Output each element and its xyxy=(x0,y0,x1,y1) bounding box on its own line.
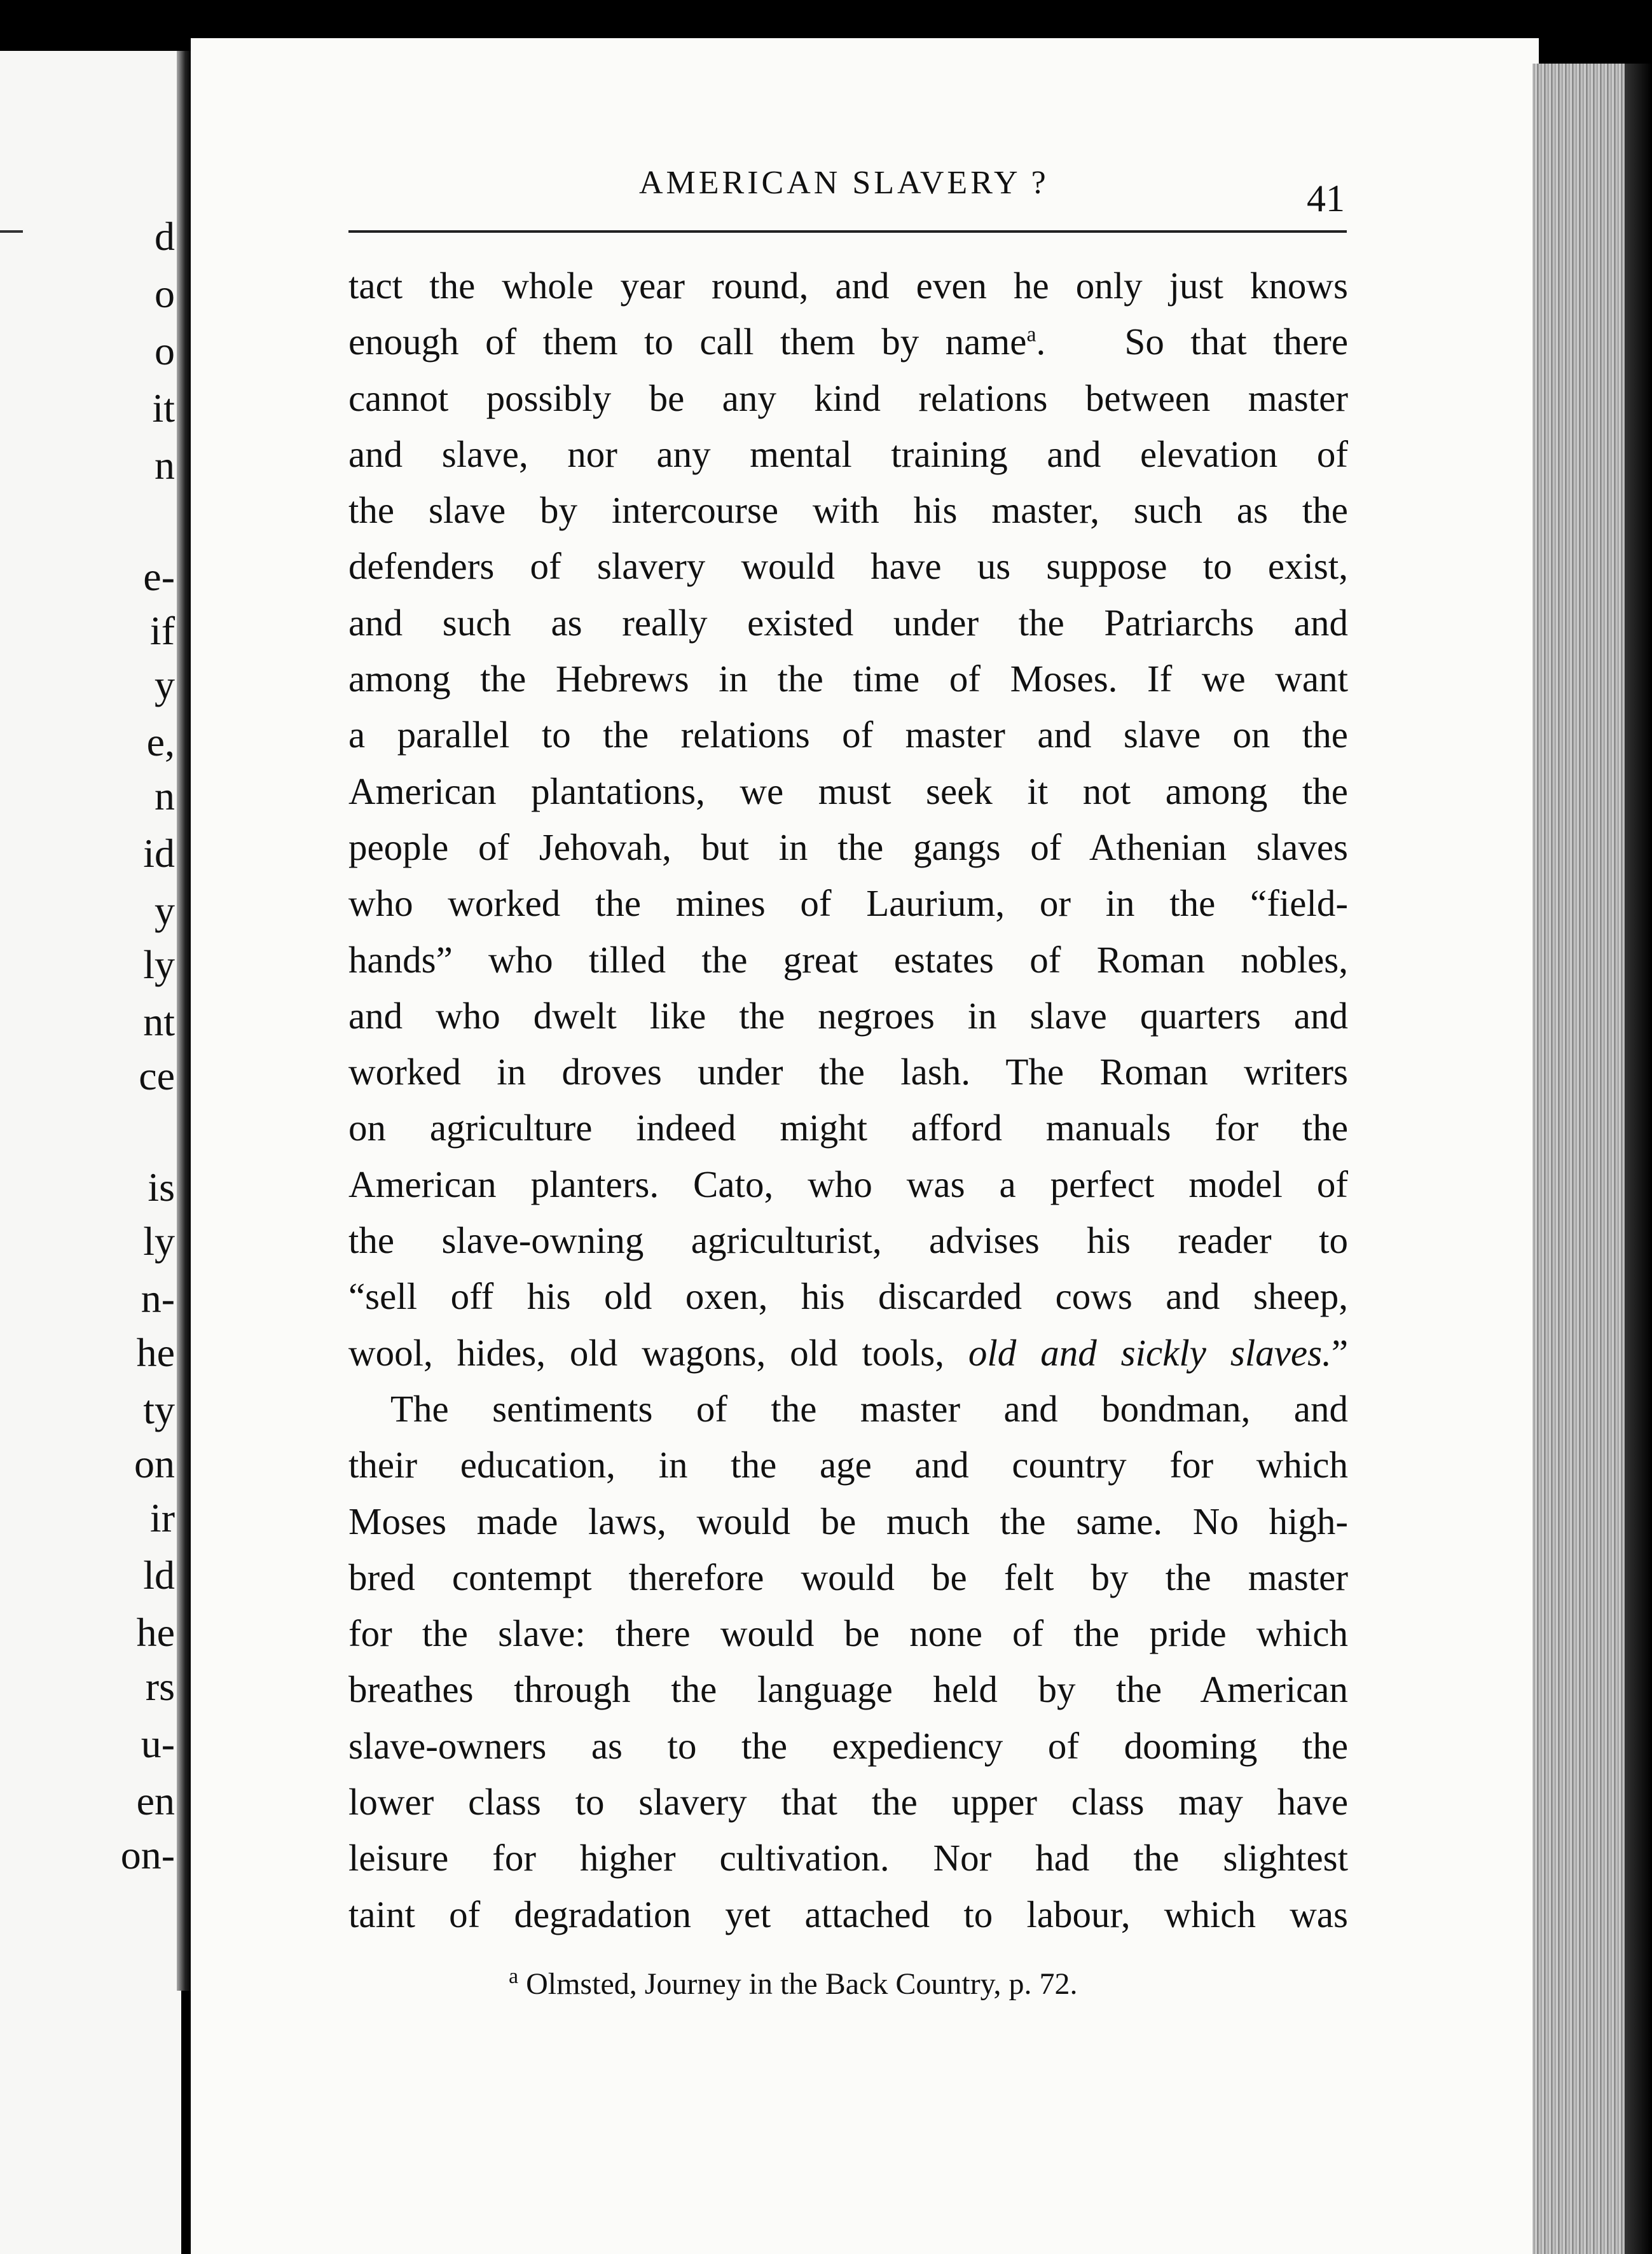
text-span: enough of them to call them by name xyxy=(348,321,1027,363)
text-line: taint of degradation yet attached to labour, which was xyxy=(348,1893,1348,1935)
left-page-fragment: rs xyxy=(145,1664,175,1709)
page-edges-shadow xyxy=(1625,64,1652,2254)
left-page-fragment: is xyxy=(148,1165,175,1210)
left-page-fragment: e, xyxy=(146,719,175,764)
left-page-fragment: on xyxy=(134,1441,175,1486)
book-gutter xyxy=(177,51,192,1991)
italic-quote: old and sickly slaves. xyxy=(968,1331,1332,1374)
left-page-fragment: he xyxy=(136,1610,175,1655)
left-page-fragment: o xyxy=(155,328,175,373)
text-span: . xyxy=(1036,321,1046,363)
paragraph-first-line: The sentiments of the master and bondman, and xyxy=(390,1387,1348,1430)
text-line: “sell off his old oxen, his discarded cows and sheep, xyxy=(348,1275,1348,1318)
left-page-fragment: nt xyxy=(143,999,175,1044)
left-page-fragment: n xyxy=(155,773,175,819)
text-line: lower class to slavery that the upper class may have xyxy=(348,1781,1348,1823)
text-span: ” xyxy=(1331,1331,1348,1374)
body-text xyxy=(348,258,1348,1942)
left-page-fragment: u- xyxy=(141,1721,175,1766)
text-line: Moses made laws, would be much the same. No high- xyxy=(348,1500,1348,1542)
header-rule xyxy=(348,230,1347,233)
text-line: slave-owners as to the expediency of dooming the xyxy=(348,1724,1348,1767)
page-edges xyxy=(1532,64,1628,2254)
left-page-fragment: n- xyxy=(141,1276,175,1321)
left-page-fragment: en xyxy=(136,1778,175,1823)
text-line: people of Jehovah, but in the gangs of Athenian slaves xyxy=(348,826,1348,868)
text-line: cannot possibly be any kind relations between master xyxy=(348,377,1348,419)
left-page-fragment: id xyxy=(143,831,175,876)
left-page-fragment: y xyxy=(155,888,175,933)
text-line: worked in droves under the lash. The Roman writers xyxy=(348,1051,1348,1093)
footnote-reference: a xyxy=(1026,322,1036,347)
footnote-marker: a xyxy=(509,1965,519,1988)
text-line: and slave, nor any mental training and elevation of xyxy=(348,432,1348,475)
text-line: the slave-owning agriculturist, advises his reader to xyxy=(348,1219,1348,1262)
left-page-fragment: y xyxy=(155,662,175,707)
text-line: leisure for higher cultivation. Nor had the slightest xyxy=(348,1837,1348,1879)
left-page-fragment: e- xyxy=(143,554,175,599)
text-span: wool, hides, old wagons, old tools, xyxy=(348,1331,944,1374)
text-line: hands” who tilled the great estates of Roman nobles, xyxy=(348,938,1348,981)
text-line: their education, in the age and country for which xyxy=(348,1444,1348,1486)
text-line: bred contempt therefore would be felt by the master xyxy=(348,1556,1348,1598)
left-page-fragment: n xyxy=(155,443,175,488)
running-head: AMERICAN SLAVERY ? xyxy=(639,165,1049,201)
left-page-fragment: if xyxy=(149,608,175,653)
left-page-fragment: ly xyxy=(143,1219,175,1264)
left-page-fragment: on- xyxy=(120,1832,175,1877)
text-line: on agriculture indeed might afford manuals for the xyxy=(348,1107,1348,1149)
left-page-fragment: he xyxy=(136,1330,175,1375)
text-line: who worked the mines of Laurium, or in the “field- xyxy=(348,882,1348,925)
text-line: and such as really existed under the Patriarchs and xyxy=(348,601,1348,644)
text-line: tact the whole year round, and even he only just knows xyxy=(348,265,1348,307)
text-line: among the Hebrews in the time of Moses. If we want xyxy=(348,658,1348,700)
left-page-text-fragments xyxy=(0,51,181,2254)
left-page-fragment: d xyxy=(155,214,175,259)
text-line: a parallel to the relations of master and slave on the xyxy=(348,714,1348,756)
left-page-fragment: o xyxy=(155,271,175,316)
left-page-fragment: ly xyxy=(143,942,175,987)
text-line xyxy=(348,1325,1348,1381)
text-line: and who dwelt like the negroes in slave quarters and xyxy=(348,994,1348,1037)
text-line: defenders of slavery would have us suppose to exist, xyxy=(348,545,1348,588)
left-facing-page xyxy=(0,51,181,2254)
footnote-text: Olmsted, Journey in the Back Country, p. 72. xyxy=(526,1967,1078,2001)
left-page-fragment: ld xyxy=(143,1552,175,1598)
page-number: 41 xyxy=(1307,177,1345,219)
left-page-fragment: ce xyxy=(139,1053,175,1098)
text-line: breathes through the language held by the American xyxy=(348,1668,1348,1711)
text-line: for the slave: there would be none of the pride which xyxy=(348,1612,1348,1655)
left-page-fragment: ty xyxy=(143,1387,175,1432)
left-page-fragment: it xyxy=(152,385,175,431)
left-page-fragment: ir xyxy=(149,1495,175,1540)
text-span: So that there xyxy=(1124,321,1348,363)
text-line: American plantations, we must seek it not among the xyxy=(348,770,1348,812)
text-line: American planters. Cato, who was a perfect model of xyxy=(348,1163,1348,1205)
footnote xyxy=(509,1967,1335,2002)
text-line xyxy=(348,314,1348,370)
text-line: the slave by intercourse with his master, such as the xyxy=(348,489,1348,532)
